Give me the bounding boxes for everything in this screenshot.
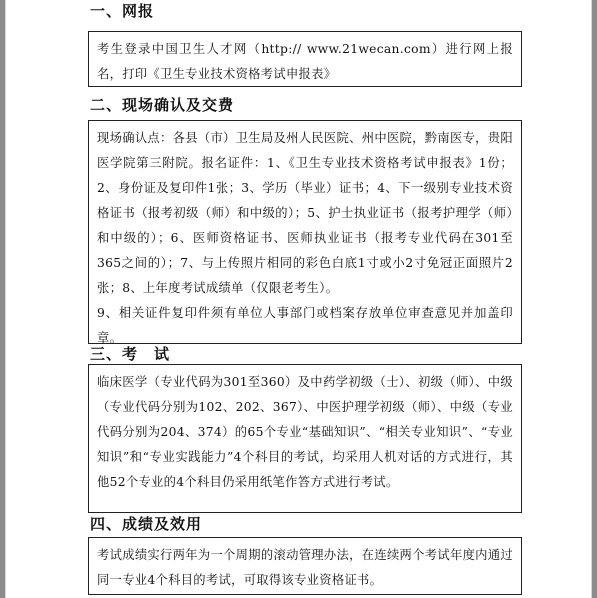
section-paragraph: 考生登录中国卫生人才网（http:// www.21wecan.com）进行网上报名，打印《卫生专业技术资格考试申报表》 [97, 42, 513, 81]
section-paragraph: 临床医学（专业代码为301至360）及中药学初级（士）、初级（师）、中级（专业代码分别为102、202、367）、中医护理学初级（师）、中级（专业代码分别为204、374）的65个专业“基础知识”、“相关专业知识”、“专业知识”和“专业实践能力”4个科目的考试，均采用人机对话的方式进行，其他52个专业的4个科目仍采用纸笔作答方式进行考试。 [97, 375, 513, 489]
section-box-results-validity [88, 537, 522, 595]
section-paragraph: 9、相关证件复印件须有单位人事部门或档案存放单位审查意见并加盖印章。 [97, 306, 513, 345]
section-paragraph: 现场确认点：各县（市）卫生局及州人民医院、州中医院，黔南医专，贵阳医学院第三附院。报名证件：1、《卫生专业技术资格考试申报表》1份；2、身份证及复印件1张；3、学历（毕业）证书；4、下一级别专业技术资格证书（报考初级（师）和中级的）；5、护士执业证书（报考护理学（师）和中级的）；6、医师资格证书、医师执业证书（报考专业代码在301至365之间的）；7、与上传照片相同的彩色白底1寸或小2寸免冠正面照片2张；8、上年度考试成绩单（仅限老考生）。 [97, 131, 513, 295]
window-frame-right [592, 0, 597, 598]
section-box-onsite-confirmation [88, 120, 522, 344]
section-paragraph: 考试成绩实行两年为一个周期的滚动管理办法，在连续两个考试年度内通过同一专业4个科目的考试，可取得该专业资格证书。 [97, 548, 513, 587]
section-heading-exam: 三、考 试 [90, 345, 171, 363]
section-box-exam [88, 364, 522, 513]
window-frame-left-edge [5, 0, 6, 598]
section-box-online-registration [88, 31, 522, 87]
window-frame-right-edge [591, 0, 592, 598]
section-heading-online-registration: 一、网报 [90, 2, 155, 20]
section-heading-onsite-confirmation: 二、现场确认及交费 [90, 96, 235, 114]
section-heading-results-validity: 四、成绩及效用 [90, 515, 203, 533]
